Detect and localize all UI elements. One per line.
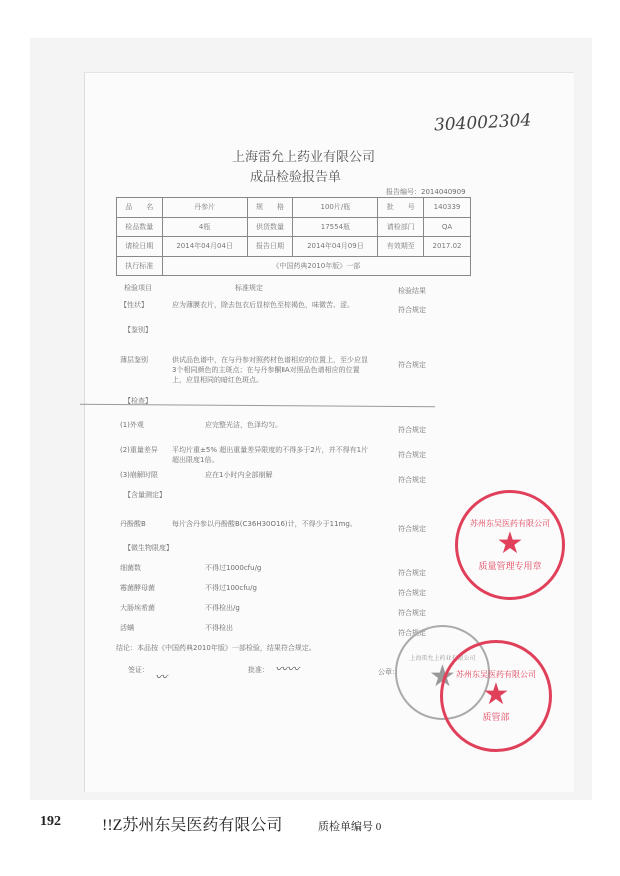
- row-result: 符合规定: [398, 306, 426, 314]
- row-item: 【含量测定】: [124, 491, 166, 499]
- row-spec: 不得检出/g: [205, 604, 240, 612]
- row-item: 活螨: [120, 624, 134, 632]
- cell: 报告日期: [247, 237, 293, 257]
- footer-label: 质检单编号 0: [318, 821, 382, 833]
- row-result: 符合规定: [398, 476, 426, 484]
- row-spec: 每片含丹参以丹酚酸B(C36H30O16)计，不得少于11mg。: [172, 520, 357, 528]
- row-spec: 平均片重±5% 超出重量差异限度的不得多于2片，并不得有1片超出限度1倍。: [172, 446, 369, 464]
- cell: 执行标准: [117, 256, 163, 276]
- row-result: 符合规定: [398, 451, 426, 459]
- cell: 2014年04月09日: [293, 237, 378, 257]
- cell: 2014年04月04日: [162, 237, 247, 257]
- row-result: 符合规定: [398, 361, 426, 369]
- table-row: [117, 256, 471, 276]
- row-item: 大肠埃希菌: [120, 604, 155, 612]
- row-result: 符合规定: [398, 525, 426, 533]
- table-row: [117, 198, 471, 218]
- conclusion: 结论：本品按《中国药典2010年版》一部检验，结果符合规定。: [116, 644, 316, 652]
- cell: 检品数量: [117, 217, 163, 237]
- row-result: 符合规定: [398, 569, 426, 577]
- row-result: 符合规定: [398, 609, 426, 617]
- cell: 4瓶: [162, 217, 247, 237]
- row-spec: 应完整光洁，色泽均匀。: [205, 421, 282, 429]
- row-item: (3)崩解时限: [120, 471, 158, 479]
- row-item: 细菌数: [120, 564, 141, 572]
- seal-label: 公章：: [378, 668, 399, 676]
- row-item: 【性状】: [120, 301, 148, 309]
- row-spec: 不得检出: [205, 624, 233, 632]
- cell: 请检日期: [117, 237, 163, 257]
- stamp-text: 质量管理专用章: [478, 562, 542, 572]
- approver-label: 批准：: [248, 666, 269, 674]
- row-result: 符合规定: [398, 589, 426, 597]
- info-table: [116, 197, 471, 276]
- cell: QA: [424, 217, 471, 237]
- row-item: 丹酚酸B: [120, 520, 146, 528]
- stamp-text: 质管部: [482, 713, 510, 723]
- report-number: 报告编号：2014040909: [386, 188, 466, 196]
- row-item: 【微生物限度】: [124, 544, 173, 552]
- star-icon: ★: [496, 526, 524, 561]
- checker-signature: 〰: [155, 670, 168, 684]
- approver-signature: 〰〰: [275, 662, 300, 676]
- cell: 有效期至: [378, 237, 424, 257]
- cell: 2017.02: [424, 237, 471, 257]
- row-spec: 不得过1000cfu/g: [205, 564, 262, 572]
- red-seal-stamp-2: [440, 640, 552, 752]
- handwritten-number: 304002304: [433, 110, 532, 136]
- table-row: [117, 217, 471, 237]
- red-seal-stamp: [455, 490, 565, 600]
- cell: 140339: [424, 198, 471, 218]
- star-icon: ★: [482, 677, 510, 712]
- row-item: 【鉴别】: [124, 326, 152, 334]
- row-result: 符合规定: [398, 629, 426, 637]
- row-spec: 应为薄膜衣片，除去包衣后显棕色至棕褐色，味微苦、涩。: [172, 301, 354, 309]
- cell: 供货数量: [247, 217, 293, 237]
- report-title: 成品检验报告单: [250, 170, 342, 185]
- cell: 100片/瓶: [293, 198, 378, 218]
- stamp-text: 苏州东吴医药有限公司: [456, 670, 536, 679]
- header-spec: 标准规定: [235, 284, 263, 292]
- header-result: 检验结果: [398, 287, 426, 295]
- row-item: 霉菌酵母菌: [120, 584, 155, 592]
- stamp-text: 苏州东吴医药有限公司: [470, 519, 550, 528]
- row-spec: 应在1小时内全部崩解: [205, 471, 273, 479]
- page-number: 192: [40, 814, 61, 829]
- table-row: [117, 237, 471, 257]
- footer-company: !!Z苏州东吴医药有限公司: [102, 817, 283, 834]
- row-spec: 供试品色谱中，在与丹参对照药材色谱相应的位置上，至少应显3个相同颜色的主斑点；在与丹参酮ⅡA对照品色谱相应的位置上，应显相同的暗红色斑点。: [172, 356, 368, 384]
- row-result: 符合规定: [398, 426, 426, 434]
- header-item: 检验项目: [124, 284, 152, 292]
- row-spec: 不得过100cfu/g: [205, 584, 257, 592]
- checker-label: 签证：: [128, 666, 149, 674]
- cell: 17554瓶: [293, 217, 378, 237]
- row-item: 薄层鉴别: [120, 356, 148, 364]
- star-icon: ★: [429, 659, 456, 694]
- cell: 丹参片: [162, 198, 247, 218]
- cell: 批 号: [378, 198, 424, 218]
- cell: 品 名: [117, 198, 163, 218]
- cell: 《中国药典2010年版》一部: [162, 256, 470, 276]
- cell: 规 格: [247, 198, 293, 218]
- row-item: (1)外观: [120, 421, 144, 429]
- row-item: (2)重量差异: [120, 446, 158, 454]
- stamp-text: 上海雷允上药业有限公司: [409, 655, 476, 662]
- company-name: 上海雷允上药业有限公司: [232, 150, 376, 165]
- cell: 请检部门: [378, 217, 424, 237]
- row-item: 【检查】: [124, 397, 152, 405]
